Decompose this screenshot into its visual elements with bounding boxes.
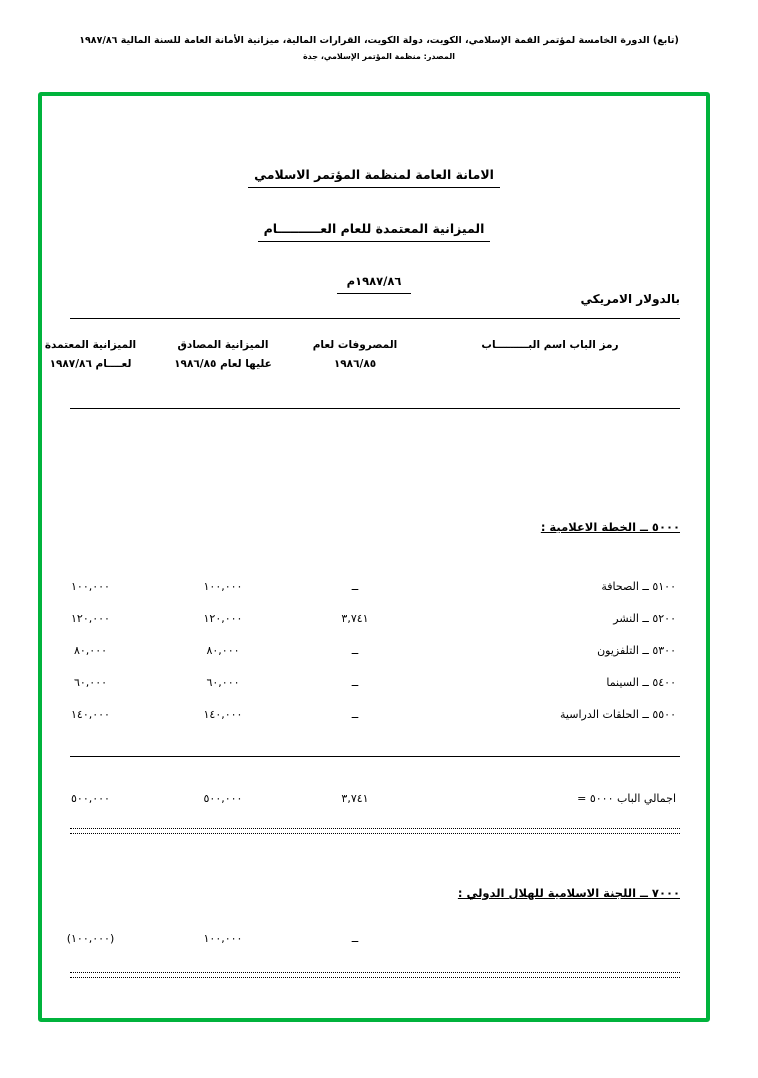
table-row: ٥٥٠٠ ــ الحلقات الدراسية ــ ١٤٠,٠٠٠ ١٤٠,٠٠٠ — [71, 708, 676, 721]
table-row: ــ ١٠٠,٠٠٠ (١٠٠,٠٠٠) — [66, 932, 359, 945]
table-row: ٥٤٠٠ ــ السينما ــ ٦٠,٠٠٠ ٦٠,٠٠٠ — [73, 676, 676, 689]
column-header-name: رمز الباب اسم البـــــــــاب — [481, 339, 619, 351]
currency-note: بالدولار الامريكي — [580, 292, 680, 306]
page-frame — [38, 92, 710, 1022]
page-content — [42, 96, 706, 1018]
table-row: ٥٢٠٠ ــ النشر ٣,٧٤١ ١٢٠,٠٠٠ ١٢٠,٠٠٠ — [71, 612, 676, 625]
column-header-adopted-budget: الميزانية المعتمدة لعــــام ١٩٨٧/٨٦ — [44, 339, 137, 370]
section-title-islamic-crescent: ٧٠٠٠ ــ اللجنة الاسلامية للهلال الدولي : — [457, 886, 680, 900]
header-line-source-title: (تابع) الدورة الخامسة لمؤتمر القمة الإسلامي، الكويت، دولة الكويت، القرارات المالية، ميزانية الأمانة العامة للسنة المالية ١٩٨٧/٨٦ — [79, 35, 679, 46]
title-year: ١٩٨٧/٨٦م — [337, 271, 412, 294]
title-organization: الامانة العامة لمنظمة المؤتمر الاسلامي — [248, 165, 500, 188]
table-column-headers — [44, 332, 680, 398]
divider-double-dotted — [70, 828, 680, 834]
divider-above-total — [70, 756, 680, 757]
divider-double-dotted — [70, 972, 680, 978]
column-header-approved-budget: الميزانية المصادق عليها لعام ١٩٨٦/٨٥ — [174, 339, 272, 370]
table-total-row: اجمالي الباب ٥٠٠٠ = ٣,٧٤١ ٥٠٠,٠٠٠ ٥٠٠,٠٠٠ — [71, 792, 676, 805]
column-header-expenses: المصروفات لعام ١٩٨٦/٨٥ — [312, 339, 398, 370]
title-budget: الميزانية المعتمدة للعام العــــــــــام — [258, 219, 491, 242]
title-block — [42, 164, 706, 294]
table-row: ٥١٠٠ ــ الصحافة ــ ١٠٠,٠٠٠ ١٠٠,٠٠٠ — [71, 580, 676, 593]
section-title-media-plan: ٥٠٠٠ ــ الخطة الاعلامية : — [540, 520, 680, 534]
table-row: ٥٣٠٠ ــ التلفزيون ــ ٨٠,٠٠٠ ٨٠,٠٠٠ — [73, 644, 676, 657]
header-line-source-note: المصدر: منظمة المؤتمر الإسلامي، جدة — [302, 52, 456, 61]
document-header — [0, 34, 758, 63]
divider-under-headers — [70, 408, 680, 409]
divider-top — [70, 318, 680, 319]
budget-table — [66, 416, 680, 1008]
